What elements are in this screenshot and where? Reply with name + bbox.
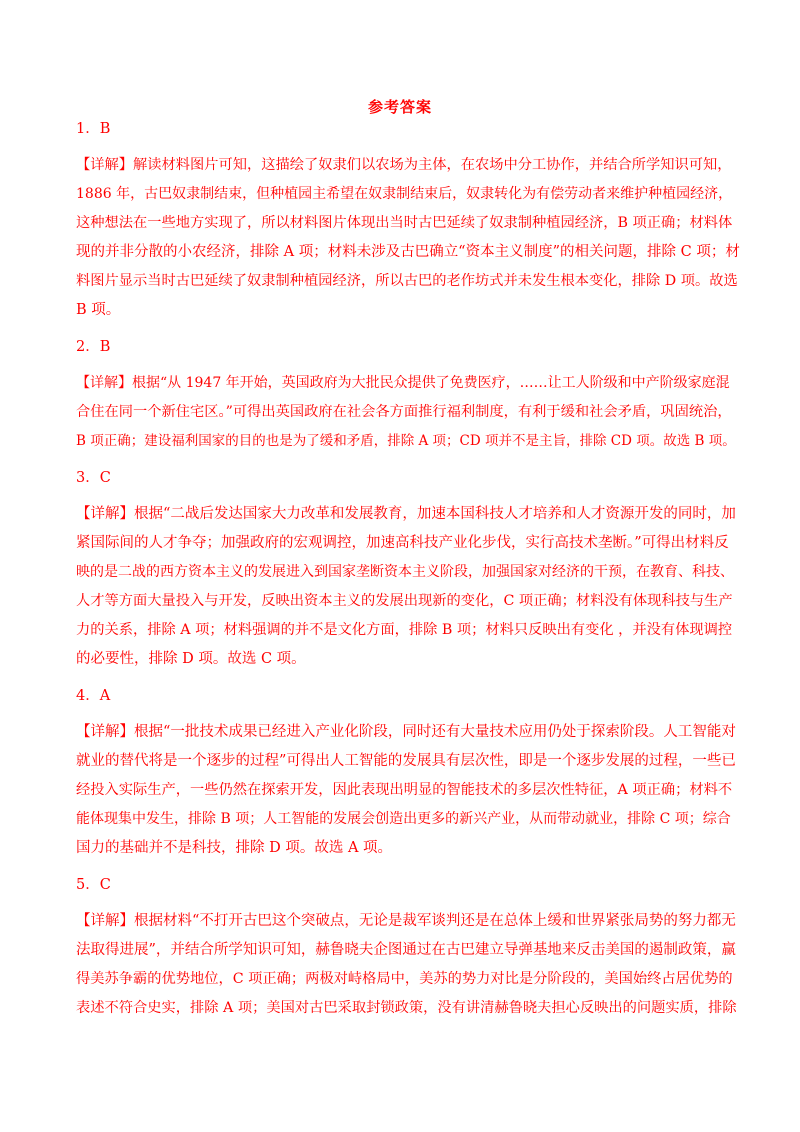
answer-number: 5．C	[76, 877, 111, 893]
explanation-line: B 项正确；建设福利国家的目的也是为了缓和矛盾，排除 A 项；CD 项并不是主旨，排除 CD 项。故选 B 项。	[76, 433, 736, 449]
explanation-line: 人才等方面大量投入与开发，反映出资本主义的发展出现新的变化，C 项正确；材料没有体现科技与生产	[76, 593, 733, 609]
explanation-line: 合住在同一个新住宅区。”可得出英国政府在社会各方面推行福利制度，有利于缓和社会矛盾，巩固统治，	[76, 404, 732, 420]
explanation-line: 这种想法在一些地方实现了，所以材料图片体现出当时古巴延续了奴隶制种植园经济，B 项正确；材料体	[76, 215, 733, 231]
explanation-line: B 项。	[76, 302, 121, 318]
page-title: 参考答案	[367, 98, 432, 116]
answer-number: 3．C	[76, 470, 111, 486]
answer-explanation	[76, 151, 740, 325]
answer-explanation	[76, 500, 740, 674]
explanation-line: 料图片显示当时古巴延续了奴隶制种植园经济，所以古巴的老作坊式并未发生根本变化，排除 D 项。故选	[76, 273, 738, 289]
explanation-line: 经投入实际生产，一些仍然在探索开发，因此表现出明显的智能技术的多层次性特征，A 项正确；材料不	[76, 782, 733, 798]
explanation-line: 国力的基础并不是科技，排除 D 项。故选 A 项。	[76, 840, 393, 856]
explanation-line: 的必要性，排除 D 项。故选 C 项。	[76, 651, 306, 667]
explanation-line: 得美苏争霸的优势地位，C 项正确；两极对峙格局中，美苏的势力对比是分阶段的，美国始终占居优势的	[76, 971, 733, 987]
answer-item-2	[76, 337, 740, 456]
answer-item-1	[76, 119, 740, 325]
answer-explanation	[76, 907, 740, 1023]
explanation-line: 1886 年，古巴奴隶制结束，但种植园主希望在奴隶制结束后，奴隶转化为有偿劳动者来维护种植园经济，	[76, 186, 733, 202]
answer-item-4	[76, 686, 740, 863]
explanation-line: 法取得进展”，并结合所学知识可知，赫鲁晓夫企图通过在古巴建立导弹基地来反击美国的遏制政策，赢	[76, 942, 736, 958]
answer-item-3	[76, 468, 740, 674]
explanation-line: 【详解】根据“二战后发达国家大力改革和发展教育，加速本国科技人才培养和人才资源开发的同时，加	[76, 506, 736, 522]
answer-number: 1．B	[76, 121, 111, 137]
answer-number: 4．A	[76, 688, 111, 704]
explanation-line: 【详解】根据材料“不打开古巴这个突破点，无论是裁军谈判还是在总体上缓和世界紧张局势的努力都无	[76, 913, 736, 929]
explanation-line: 【详解】根据“一批技术成果已经进入产业化阶段，同时还有大量技术应用仍处于探索阶段。人工智能对	[76, 724, 736, 740]
explanation-line: 就业的替代将是一个逐步的过程”可得出人工智能的发展具有层次性，即是一个逐步发展的过程，一些已	[76, 753, 736, 769]
answer-item-5	[76, 875, 740, 1023]
answer-list	[76, 119, 740, 1035]
explanation-line: 现的并非分散的小农经济，排除 A 项；材料未涉及古巴确立“资本主义制度”的相关问题，排除 C 项；材	[76, 244, 740, 260]
answer-explanation	[76, 718, 740, 863]
explanation-line: 紧国际间的人才争夺；加强政府的宏观调控，加速高科技产业化步伐，实行高技术垄断。”可得出材料反	[76, 535, 729, 551]
explanation-line: 能体现集中发生，排除 B 项；人工智能的发展会创造出更多的新兴产业，从而带动就业，排除 C 项；综合	[76, 811, 731, 827]
explanation-line: 表述不符合史实，排除 A 项；美国对古巴采取封锁政策，没有讲清赫鲁晓夫担心反映出的问题实质，排除	[76, 1000, 737, 1016]
explanation-line: 映的是二战的西方资本主义的发展进入到国家垄断资本主义阶段，加强国家对经济的干预，在教育、科技、	[76, 564, 734, 580]
answer-number: 2．B	[76, 339, 111, 355]
explanation-line: 【详解】根据“从 1947 年开始，英国政府为大批民众提供了免费医疗，……让工人阶级和中产阶级家庭混	[76, 375, 730, 391]
explanation-line: 【详解】解读材料图片可知，这描绘了奴隶们以农场为主体，在农场中分工协作，并结合所学知识可知，	[76, 157, 732, 173]
explanation-line: 力的关系，排除 A 项；材料强调的并不是文化方面，排除 B 项；材料只反映出有变化 ，并没有体现调控	[76, 622, 733, 638]
answer-explanation	[76, 369, 740, 456]
